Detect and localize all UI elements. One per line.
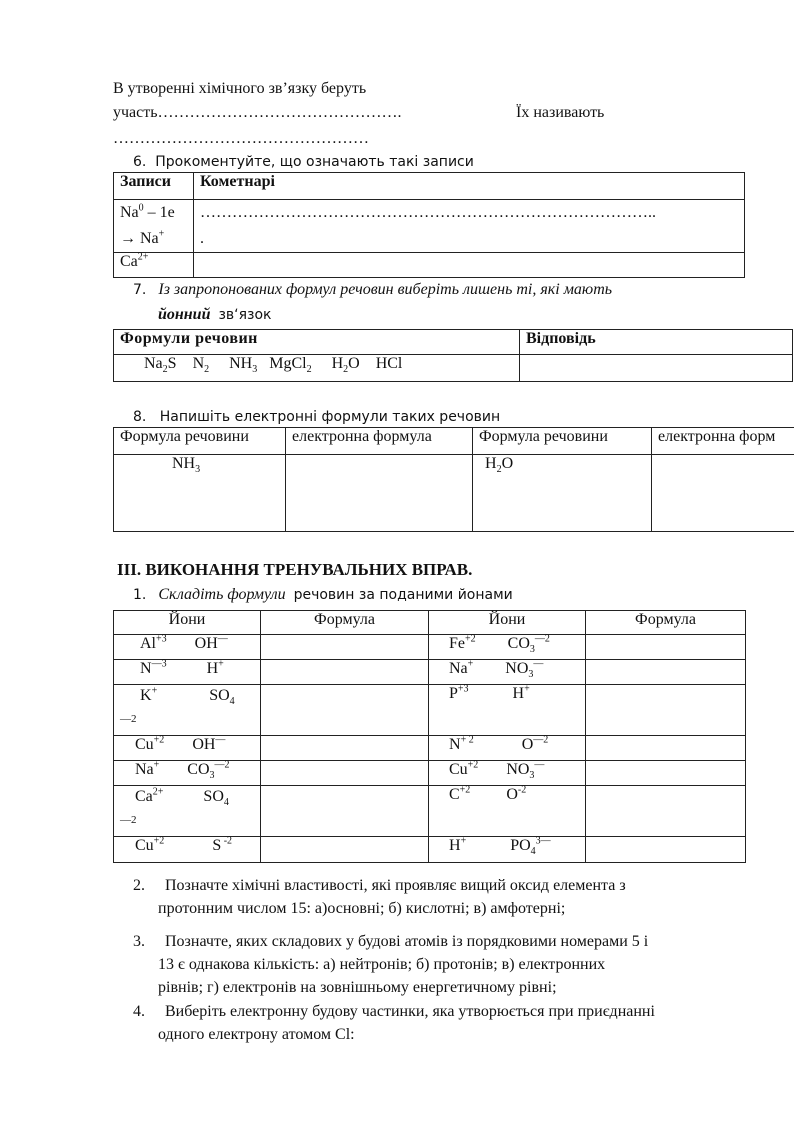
formula-right-4[interactable] xyxy=(586,736,746,761)
task6-col-comments: Кометнарі xyxy=(194,173,745,200)
task8-h1: Формула речовини xyxy=(114,428,286,455)
task8-heading: 8. Напишіть електронні формули таких речовин xyxy=(133,409,501,425)
ion-pair-left-5: Na+ $CO_3^{—2}$ xyxy=(114,761,261,786)
task6-table xyxy=(113,172,745,278)
task6-comment-1[interactable]: ………………………………………………………………………….. . xyxy=(194,200,745,253)
ion-pair-left-6: $Ca^{2+}$ $SO_4$ —2 xyxy=(114,786,261,837)
formula-left-6[interactable] xyxy=(261,786,429,837)
ions-header-right: Йони xyxy=(429,611,586,635)
task8-h2: електронна формула xyxy=(286,428,473,455)
task8-electron-2[interactable] xyxy=(652,455,794,532)
task7-answer-cell[interactable] xyxy=(520,355,793,382)
question-3: 3. Позначте, яких складових у будові атомів із порядковими номерами 5 і 13 є однакова кількість: а) нейтронів; б) протонів; в) електронних рівнів; г) електронів на зовнішньому енергетичному рівні; xyxy=(133,933,649,996)
ion-pair-right-7: H+ $PO_4^{3—}$ xyxy=(429,837,586,863)
intro-line-2: участь………………………………………. xyxy=(113,104,402,121)
task8-h4: електронна форм xyxy=(652,428,794,455)
task7-heading-2: йонний зв‘язок xyxy=(158,306,272,323)
ions-header-left: Йони xyxy=(114,611,261,635)
formula-right-3[interactable] xyxy=(586,685,746,736)
ions-table xyxy=(113,610,746,863)
ion-pair-left-3: K+ $SO_4$ —2 xyxy=(114,685,261,736)
task6-col-records: Записи xyxy=(114,173,194,200)
formula-left-5[interactable] xyxy=(261,761,429,786)
ion-pair-right-5: $Cu^{+2}$ $NO_3^—$ xyxy=(429,761,586,786)
question-2: 2. Позначте хімічні властивості, які проявляє вищий оксид елемента з протонним числом 15: а)основні; б) кислотні; в) амфотерні; xyxy=(133,877,626,917)
formula-right-2[interactable] xyxy=(586,660,746,685)
task7-col-formulas: Формули речовин xyxy=(114,330,520,355)
task6-record-1: Na$^0$ – 1e → Na+ xyxy=(114,200,194,253)
section-3-title: ІІІ. ВИКОНАННЯ ТРЕНУВАЛЬНИХ ВПРАВ. xyxy=(117,560,473,579)
task8-table xyxy=(113,427,794,532)
intro-line-3: ………………………………………… xyxy=(113,130,369,147)
formula-right-7[interactable] xyxy=(586,837,746,863)
section3-task1-heading: 1. Складіть формули речовин за поданими йонами xyxy=(133,586,513,603)
formula-left-7[interactable] xyxy=(261,837,429,863)
ion-pair-right-6: $C^{+2}$ $O^{-2}$ xyxy=(429,786,586,837)
formula-left-1[interactable] xyxy=(261,635,429,660)
task7-heading: 7. Із запропонованих формул речовин виберіть лишень ті, які мають xyxy=(133,281,613,298)
ion-pair-left-7: $Cu^{+2}$ S $^{-2}$ xyxy=(114,837,261,863)
formula-left-3[interactable] xyxy=(261,685,429,736)
ion-pair-right-4: $N^{+ 2}$ $O^{—2}$ xyxy=(429,736,586,761)
formula-right-6[interactable] xyxy=(586,786,746,837)
task8-substance-2: $H_2O$ xyxy=(473,455,652,532)
ion-pair-right-3: $P^{+3}$ H+ xyxy=(429,685,586,736)
question-4: 4. Виберіть електронну будову частинки, яка утворюється при приєднанні одного електрону атомом Cl: xyxy=(133,1003,655,1043)
task7-table xyxy=(113,329,793,382)
ion-pair-left-4: $Cu^{+2}$ OH— xyxy=(114,736,261,761)
task6-comment-2[interactable] xyxy=(194,253,745,278)
intro-line-2-tail: Їх називають xyxy=(516,104,605,121)
ion-pair-right-1: $Fe^{+2}$ $CO_3^{—2}$ xyxy=(429,635,586,660)
task7-col-answer: Відповідь xyxy=(520,330,793,355)
formula-right-1[interactable] xyxy=(586,635,746,660)
task7-formulas: $Na_2S$ $N_2$ $NH_3$ MgCl$_2$ $H_2O$ HCl xyxy=(114,355,520,382)
formula-left-2[interactable] xyxy=(261,660,429,685)
formula-header-left: Формула xyxy=(261,611,429,635)
formula-right-5[interactable] xyxy=(586,761,746,786)
intro-line-1: В утворенні хімічного зв’язку беруть xyxy=(113,80,367,97)
ion-pair-right-2: Na+ $NO_3^—$ xyxy=(429,660,586,685)
formula-left-4[interactable] xyxy=(261,736,429,761)
task8-h3: Формула речовини xyxy=(473,428,652,455)
task8-substance-1: $NH_3$ xyxy=(114,455,286,532)
ion-pair-left-1: $Al^{+3}$ OH— xyxy=(114,635,261,660)
task6-record-2: $Ca^{2+}$ xyxy=(114,253,194,278)
formula-header-right: Формула xyxy=(586,611,746,635)
ion-pair-left-2: $N^{—3}$ H+ xyxy=(114,660,261,685)
task8-electron-1[interactable] xyxy=(286,455,473,532)
task6-heading: 6. Прокоментуйте, що означають такі записи xyxy=(133,154,474,170)
